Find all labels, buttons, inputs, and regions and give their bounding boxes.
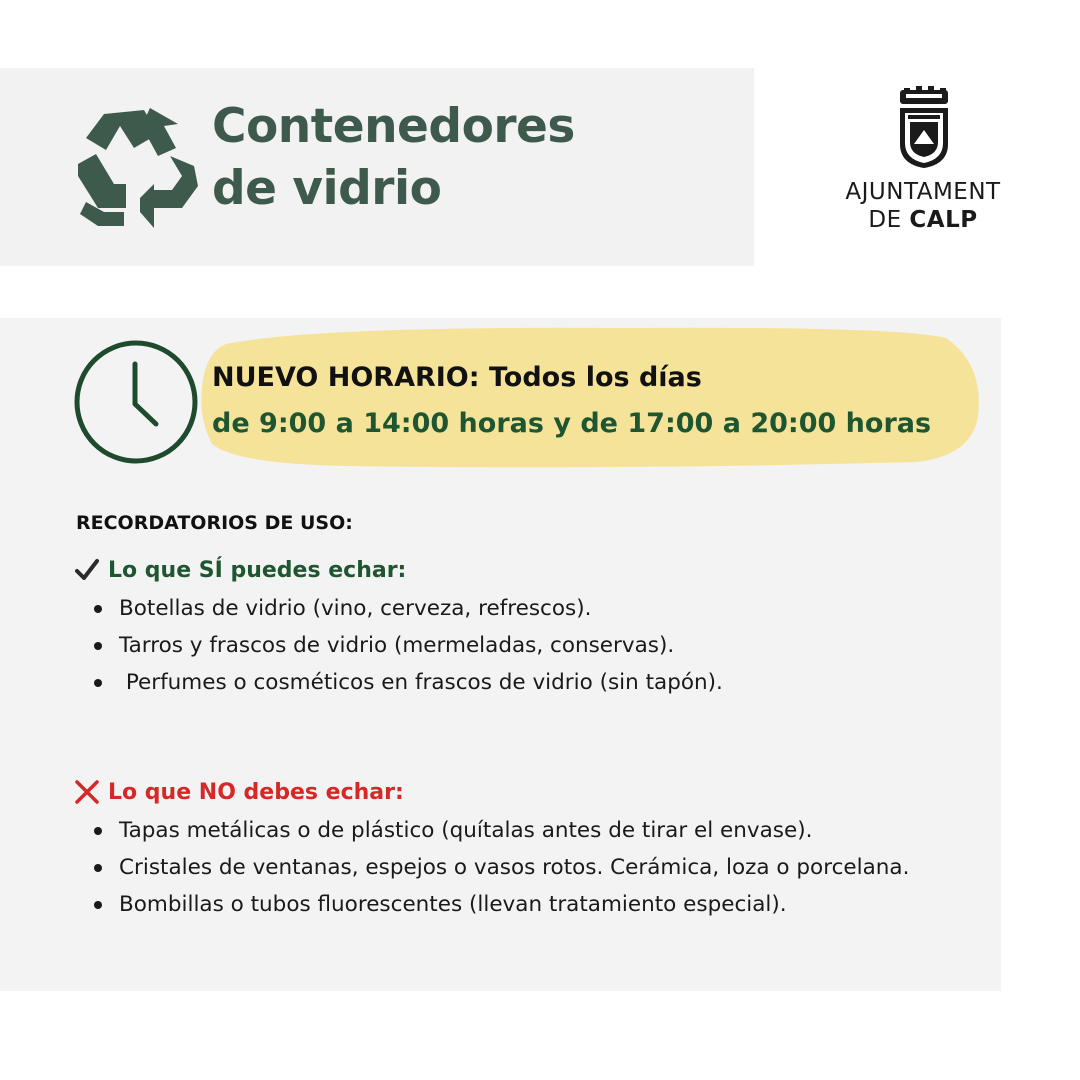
allowed-heading xyxy=(74,557,406,583)
schedule-heading: NUEVO HORARIO: Todos los días xyxy=(212,362,702,393)
checkmark-icon xyxy=(74,557,100,583)
organization-name-bold: CALP xyxy=(909,207,978,233)
organization-name-prefix: DE xyxy=(868,207,902,233)
not-allowed-list-item: Cristales de ventanas, espejos o vasos rotos. Cerámica, loza o porcelana. xyxy=(119,849,995,886)
allowed-list-item: Botellas de vidrio (vino, cerveza, refrescos). xyxy=(119,590,995,627)
organization-name-line2 xyxy=(820,206,1026,234)
clock-icon xyxy=(72,338,200,466)
page-title-line1: Contenedores xyxy=(212,99,575,154)
not-allowed-heading-label: Lo que NO debes echar: xyxy=(108,779,404,805)
allowed-list xyxy=(119,590,995,701)
coat-of-arms-icon xyxy=(894,86,954,170)
recycle-icon xyxy=(74,104,200,230)
not-allowed-list xyxy=(119,812,995,923)
page-title xyxy=(212,96,575,220)
allowed-heading-label: Lo que SÍ puedes echar: xyxy=(108,557,407,583)
page-title-line2: de vidrio xyxy=(212,161,442,216)
schedule-hours: de 9:00 a 14:00 horas y de 17:00 a 20:00 horas xyxy=(212,408,932,439)
allowed-list-item: Tarros y frascos de vidrio (mermeladas, conservas). xyxy=(119,627,995,664)
not-allowed-heading xyxy=(74,779,404,805)
cross-icon xyxy=(74,779,100,805)
schedule-highlight xyxy=(196,324,986,470)
organization-name-line1: AJUNTAMENT xyxy=(845,179,1001,205)
allowed-list-item: Perfumes o cosméticos en frascos de vidrio (sin tapón). xyxy=(119,664,995,701)
organization-name xyxy=(820,178,1026,234)
reminders-title: RECORDATORIOS DE USO: xyxy=(76,512,353,534)
not-allowed-list-item: Bombillas o tubos fluorescentes (llevan tratamiento especial). xyxy=(119,886,995,923)
not-allowed-list-item: Tapas metálicas o de plástico (quítalas antes de tirar el envase). xyxy=(119,812,995,849)
